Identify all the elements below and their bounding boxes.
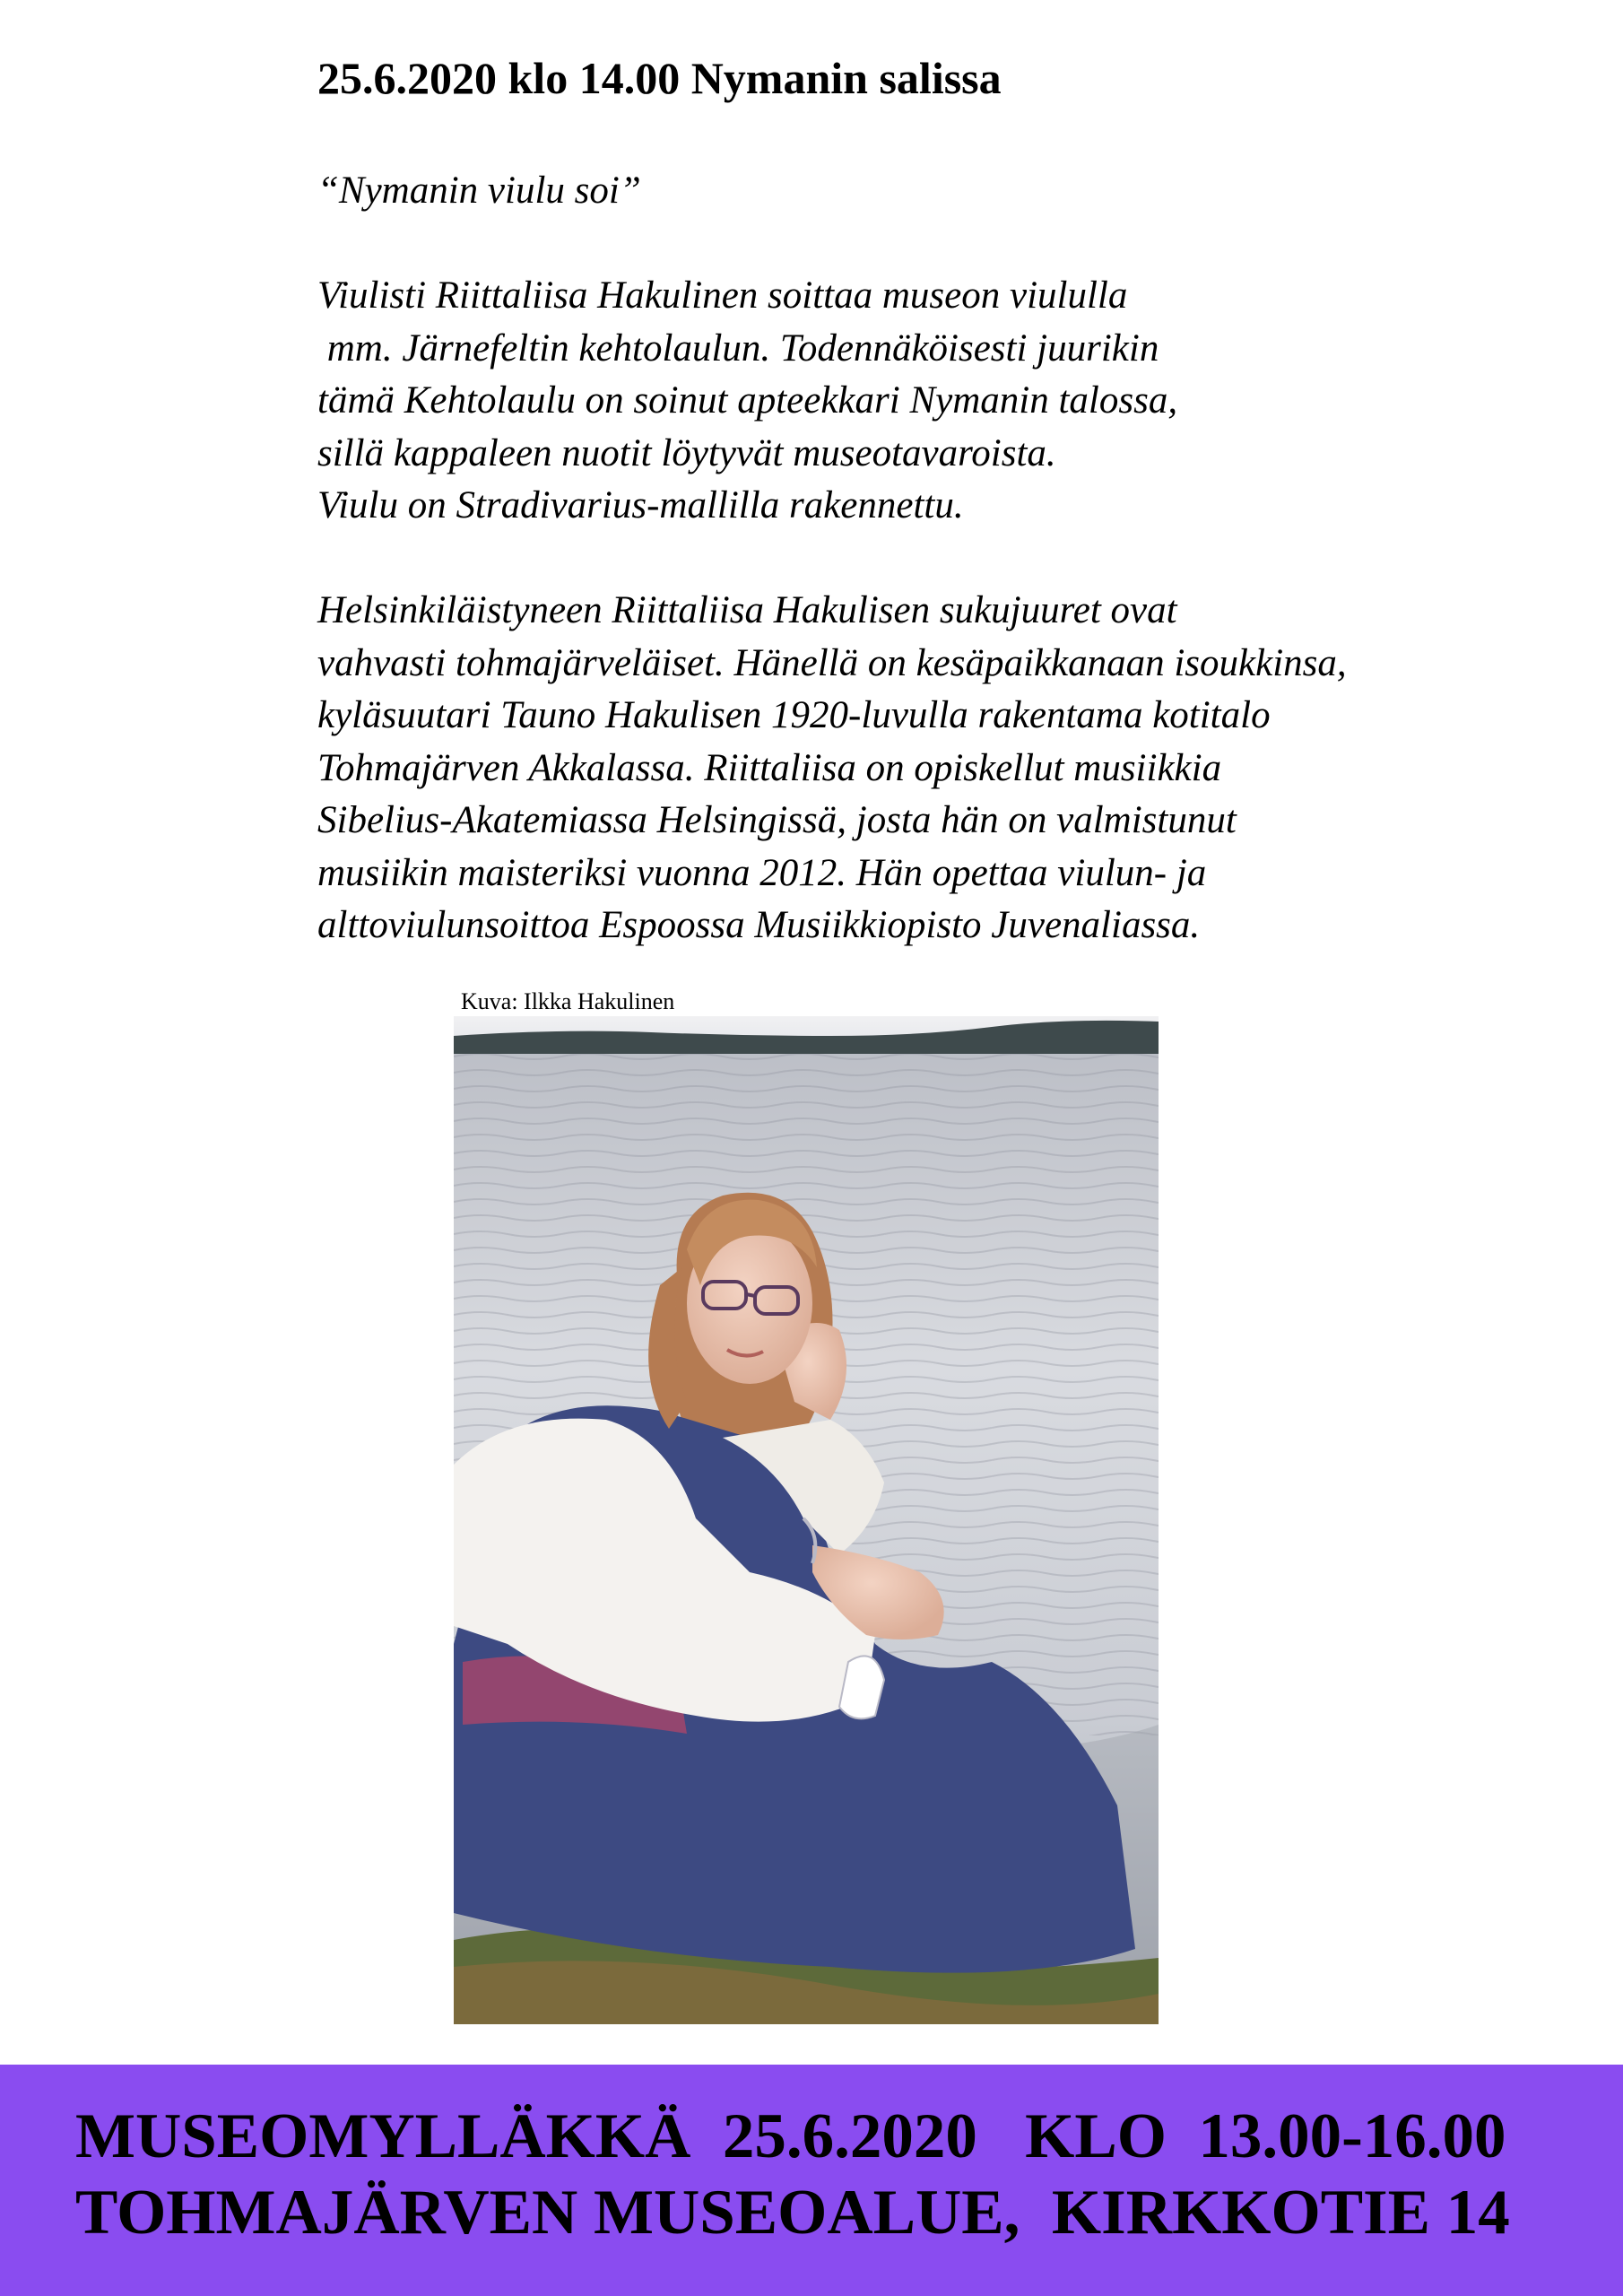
paragraph-line: musiikin maisteriksi vuonna 2012. Hän opettaa viulun- ja	[317, 851, 1207, 894]
paragraph-line: mm. Järnefeltin kehtolaulun. Todennäköisesti juurikin	[317, 326, 1159, 370]
paragraph-line: Tohmajärven Akkalassa. Riittaliisa on opiskellut musiikkia	[317, 746, 1222, 789]
paragraph-line: Sibelius-Akatemiassa Helsingissä, josta hän on valmistunut	[317, 799, 1237, 841]
paragraph-line: Viulisti Riittaliisa Hakulinen soittaa museon viululla	[317, 274, 1128, 317]
paragraph-line: Helsinkiläistyneen Riittaliisa Hakulisen sukujuuret ovat	[317, 589, 1177, 631]
paragraph-line: vahvasti tohmajärveläiset. Hänellä on kesäpaikkanaan isoukkinsa,	[317, 641, 1347, 684]
paragraph-line: alttoviulunsoittoa Espoossa Musiikkiopisto Juvenaliassa.	[317, 904, 1201, 946]
portrait-photo	[454, 1016, 1159, 2024]
paragraph-line: Viulu on Stradivarius-mallilla rakennettu.	[317, 484, 964, 526]
paragraph-two	[317, 585, 1347, 952]
footer-event-line: MUSEOMYLLÄKKÄ 25.6.2020 KLO 13.00-16.00	[75, 2101, 1506, 2171]
paragraph-line: sillä kappaleen nuotit löytyvät museotavaroista.	[317, 431, 1056, 474]
paragraph-line: kyläsuutari Tauno Hakulisen 1920-luvulla rakentama kotitalo	[317, 694, 1271, 736]
paragraph-one	[317, 270, 1177, 533]
quote-line: “Nymanin viulu soi”	[317, 170, 641, 212]
event-heading: 25.6.2020 klo 14.00 Nymanin salissa	[317, 53, 1002, 103]
paragraph-line: tämä Kehtolaulu on soinut apteekkari Nymanin talossa,	[317, 379, 1178, 422]
title-quote	[317, 165, 641, 218]
photo-caption: Kuva: Ilkka Hakulinen	[461, 988, 675, 1014]
footer-location-line: TOHMAJÄRVEN MUSEOALUE, KIRKKOTIE 14	[75, 2178, 1510, 2248]
